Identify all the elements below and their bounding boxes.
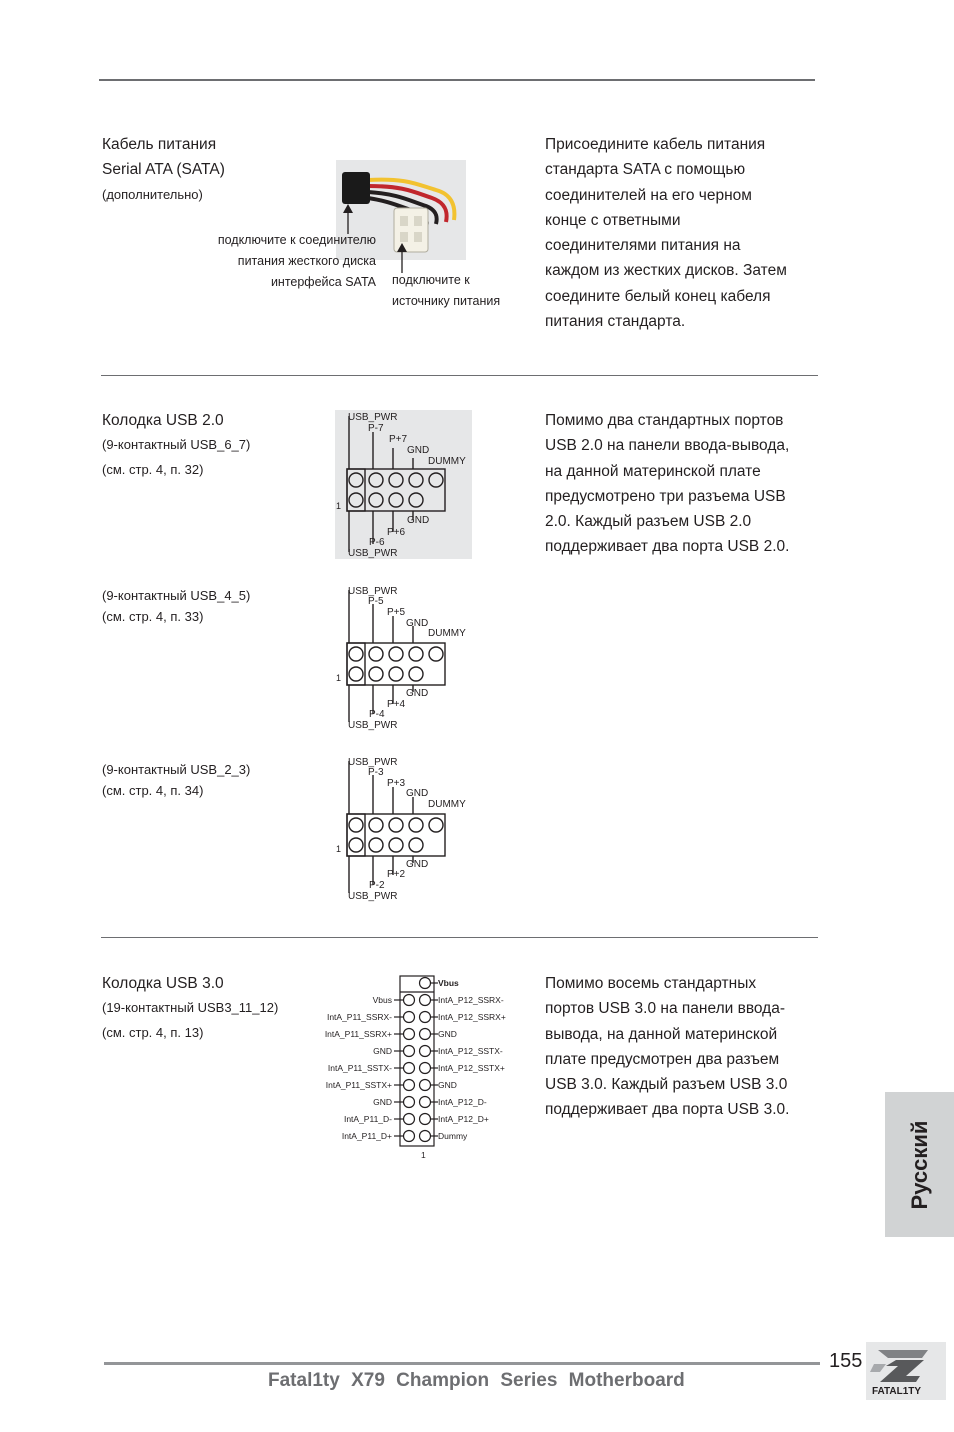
power-connector-label: подключите к источнику питания <box>392 273 501 308</box>
usb3-right-pin-4: IntA_P12_SSTX- <box>438 1046 503 1056</box>
usb3-right-pin-9: Dummy <box>438 1131 468 1141</box>
usb2-header3-spec: (9-контактный USB_2_3) <box>102 762 251 777</box>
usb2-h1-bot-2: P-6 <box>369 537 385 548</box>
usb3-left-pin-1: IntA_P11_SSRX- <box>326 1012 392 1022</box>
usb2-h1-top-1: P-7 <box>368 423 384 434</box>
usb3-ref: (см. стр. 4, п. 13) <box>102 1025 204 1040</box>
usb2-h3-bot-3: USB_PWR <box>348 891 398 902</box>
usb3-pin1: 1 <box>421 1150 426 1160</box>
usb2-h2-bot-1: P+4 <box>387 699 406 710</box>
section-rule-usb2 <box>101 375 818 376</box>
sata-connector-label: подключите к соединителю питания жесткого диска интерфейса SATA <box>217 233 376 289</box>
usb3-right-pin-2: IntA_P12_SSRX+ <box>438 1012 506 1022</box>
usb3-spec: (19-контактный USB3_11_12) <box>102 1000 279 1015</box>
usb2-description: Помимо два стандартных портов USB 2.0 на панели ввода-вывода, на данной материнской плате предусмотрено три разъема USB 2.0. Каждый разъем USB 2.0 поддерживает два порта USB 2.0. <box>545 412 790 556</box>
usb3-title: Колодка USB 3.0 <box>102 975 224 992</box>
usb3-left-pin-6: GND <box>373 1097 392 1107</box>
usb2-h1-bot-3: USB_PWR <box>348 548 398 559</box>
usb2-h3-top-1: P-3 <box>368 767 384 778</box>
usb2-h3-top-3: GND <box>406 788 429 799</box>
usb2-h2-bot-2: P-4 <box>369 709 385 720</box>
usb2-h3-bot-0: GND <box>406 859 429 870</box>
logo-text: FATAL1TY <box>872 1386 922 1397</box>
usb2-h2-top-0: USB_PWR <box>348 586 398 597</box>
usb3-left-pin-0: Vbus <box>372 995 392 1005</box>
usb2-header3-ref: (см. стр. 4, п. 34) <box>102 783 204 798</box>
sata-title-line2: Serial ATA (SATA) <box>102 161 225 178</box>
usb2-h3-top-2: P+3 <box>387 778 406 789</box>
usb2-header2-ref: (см. стр. 4, п. 33) <box>102 609 204 624</box>
usb3-right-pin-6: GND <box>438 1080 457 1090</box>
usb2-h1-bot-0: GND <box>407 515 430 526</box>
usb2-header1-diagram <box>334 410 474 560</box>
page-number: 155 <box>829 1350 863 1372</box>
usb2-h3-top-0: USB_PWR <box>348 757 398 768</box>
usb2-h1-top-4: DUMMY <box>428 456 466 467</box>
footer-rule <box>104 1362 820 1365</box>
usb2-h1-bot-1: P+6 <box>387 527 406 538</box>
usb2-header1-spec: (9-контактный USB_6_7) <box>102 437 251 452</box>
section-rule-usb3 <box>101 937 818 938</box>
usb3-right-pin-1: IntA_P12_SSRX- <box>438 995 504 1005</box>
usb2-title: Колодка USB 2.0 <box>102 412 224 429</box>
usb2-header1-ref: (см. стр. 4, п. 32) <box>102 462 204 477</box>
usb2-h3-bot-1: P+2 <box>387 869 406 880</box>
usb2-h1-top-3: GND <box>407 445 430 456</box>
usb3-description: Помимо восемь стандартных портов USB 3.0 на панели ввода- вывода, на данной материнской плате предусмотрен два разъем USB 3.0. Каждый разъем USB 3.0 поддерживает два порта USB 3.0. <box>545 975 790 1119</box>
footer-title: Fatal1ty X79 Champion Series Motherboard <box>268 1370 685 1391</box>
usb3-left-pin-4: IntA_P11_SSTX- <box>327 1063 392 1073</box>
usb3-right-pin-0: Vbus <box>438 978 459 988</box>
usb2-h2-top-4: DUMMY <box>428 628 466 639</box>
usb2-h1-pin1: 1 <box>336 501 342 511</box>
usb2-h2-top-2: P+5 <box>387 607 406 618</box>
language-label: Русский <box>906 1120 932 1209</box>
usb2-h2-top-1: P-5 <box>368 596 384 607</box>
power-arrow-icon <box>396 243 408 273</box>
usb2-header2-spec: (9-контактный USB_4_5) <box>102 588 251 603</box>
usb2-h2-bot-3: USB_PWR <box>348 720 398 731</box>
top-rule <box>99 79 815 81</box>
sata-title-line1: Кабель питания <box>102 136 217 153</box>
usb2-header3-diagram <box>334 755 474 905</box>
fatal1ty-logo <box>866 1342 946 1400</box>
usb3-right-pin-5: IntA_P12_SSTX+ <box>438 1063 505 1073</box>
sata-note: (дополнительно) <box>102 187 203 202</box>
usb2-h2-bot-0: GND <box>406 688 429 699</box>
sata-description: Присоедините кабель питания стандарта SATA с помощью соединителей на его черном конце с ответными соединителями питания на каждом из жестких дисков. Затем соедините белый конец кабеля питания стандарта. <box>545 136 787 331</box>
usb3-left-pin-8: IntA_P11_D+ <box>341 1131 392 1141</box>
usb2-header2-diagram <box>334 584 474 734</box>
usb3-left-pin-2: IntA_P11_SSRX+ <box>324 1029 392 1039</box>
usb3-left-pin-5: IntA_P11_SSTX+ <box>325 1080 392 1090</box>
usb3-left-pin-7: IntA_P11_D- <box>343 1114 392 1124</box>
usb3-left-pin-3: GND <box>373 1046 392 1056</box>
usb2-h3-pin1: 1 <box>336 844 342 854</box>
usb3-right-pin-3: GND <box>438 1029 457 1039</box>
usb2-h3-bot-2: P-2 <box>369 880 385 891</box>
usb3-header-diagram <box>300 972 530 1164</box>
usb2-h2-pin1: 1 <box>336 673 342 683</box>
usb2-h1-top-0: USB_PWR <box>348 412 398 423</box>
usb3-right-pin-8: IntA_P12_D+ <box>438 1114 489 1124</box>
usb3-right-pin-7: IntA_P12_D- <box>438 1097 487 1107</box>
usb2-h2-top-3: GND <box>406 618 429 629</box>
language-side-tab <box>885 1092 954 1237</box>
usb2-h1-top-2: P+7 <box>389 434 408 445</box>
usb2-h3-top-4: DUMMY <box>428 799 466 810</box>
